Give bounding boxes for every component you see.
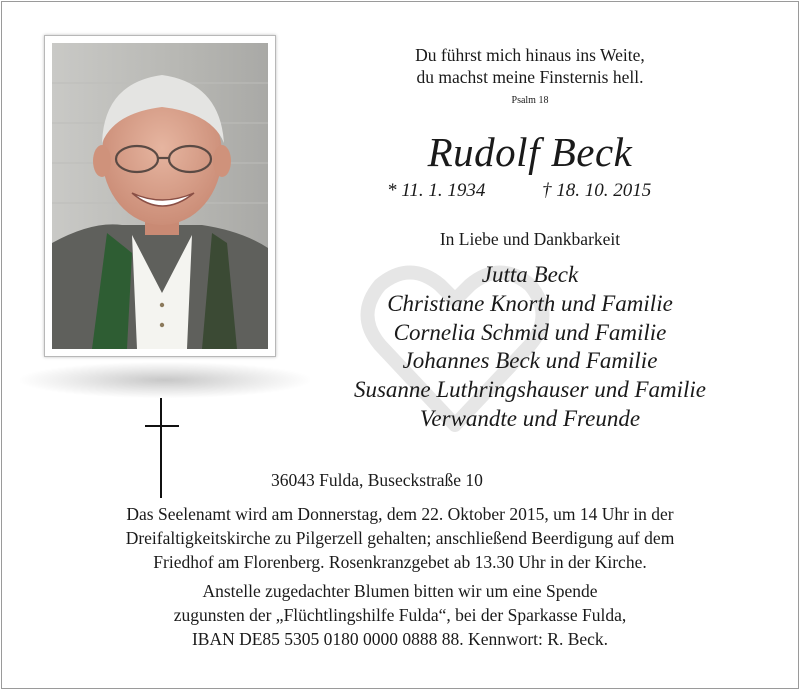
service-notice [40,502,760,574]
mourner-name: Verwandte und Freunde [419,405,641,431]
mourner-name: Christiane Knorth und Familie [387,290,673,316]
verse-line: Du führst mich hinaus ins Weite, [415,45,645,65]
address: 36043 Fulda, Buseckstraße 10 [271,470,483,490]
donation-line: IBAN DE85 5305 0180 0000 0888 88. Kennwort: R. Beck. [191,629,609,649]
cross-icon [145,398,179,498]
mourners-intro: In Liebe und Dankbarkeit [439,229,621,249]
death-date: † 18. 10. 2015 [542,180,652,201]
photo-shadow [20,362,310,398]
verse-line: du machst meine Finsternis hell. [416,67,644,87]
service-line: Dreifaltigkeitskirche zu Pilgerzell gehalten; anschließend Beerdigung auf dem [125,528,675,548]
mourner-name: Cornelia Schmid und Familie [393,319,667,345]
service-line: Friedhof am Florenberg. Rosenkranzgebet ab 13.30 Uhr in der Kirche. [153,552,647,572]
mourners-list [300,261,760,434]
mourner-name: Jutta Beck [481,262,579,287]
deceased-name: Rudolf Beck [427,129,633,175]
birth-date: * 11. 1. 1934 [387,180,486,201]
donation-line: zugunsten der „Flüchtlingshilfe Fulda“, bei der Sparkasse Fulda, [173,605,627,625]
verse-source: Psalm 18 [511,95,549,106]
donation-line: Anstelle zugedachter Blumen bitten wir um eine Spende [202,581,598,601]
portrait-photo [52,43,268,349]
service-line: Das Seelenamt wird am Donnerstag, dem 22. Oktober 2015, um 14 Uhr in der [126,504,674,524]
portrait-frame [44,35,276,357]
donation-notice [40,579,760,651]
verse [355,44,705,88]
mourner-name: Johannes Beck und Familie [402,348,658,374]
mourner-name: Susanne Luthringshauser und Familie [353,377,707,403]
